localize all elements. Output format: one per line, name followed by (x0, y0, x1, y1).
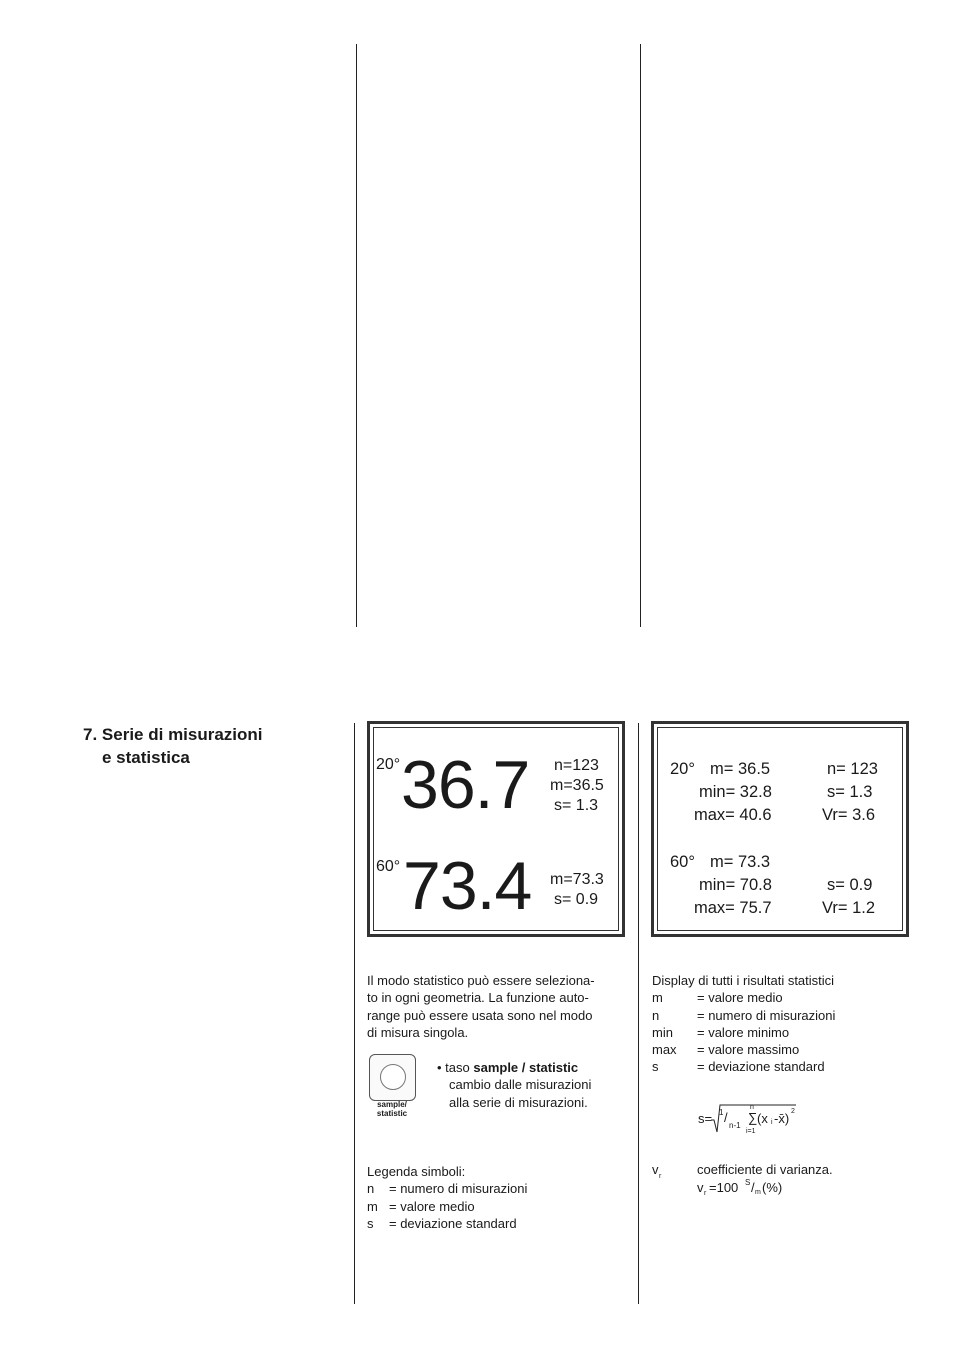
column-divider-bottom-right (638, 723, 639, 1304)
stats-min-20: min= 32.8 (699, 783, 772, 801)
formula-sum: ∑ (748, 1110, 758, 1125)
formula-sub-i: i (771, 1119, 773, 1126)
formula-square: 2 (791, 1108, 795, 1115)
display-single-frame (373, 727, 619, 931)
bullet-key-name: sample / statistic (473, 1060, 579, 1075)
vr-symbol-sub: r (659, 1173, 662, 1180)
intro-line: to in ogni geometria. La funzione auto- (367, 990, 589, 1006)
vr-formula-eq: =100 (709, 1180, 739, 1195)
stats-max-60: max= 75.7 (694, 899, 772, 917)
section-title (83, 723, 263, 769)
formula-minus: -x̄) (774, 1111, 790, 1126)
section-number: 7. (83, 725, 98, 744)
column-divider-bottom-left (354, 723, 355, 1304)
formula-denominator: n-1 (729, 1121, 741, 1130)
key-circle-icon (380, 1064, 406, 1090)
legend-value: = deviazione standard (389, 1215, 517, 1231)
bullet-line3: alla serie di misurazioni. (449, 1094, 588, 1110)
intro-line: di misura singola. (367, 1025, 469, 1041)
legend-value: = valore medio (389, 1198, 475, 1214)
section-title-line1: Serie di misurazioni (101, 725, 263, 744)
value-60-big: 73.4 (403, 848, 532, 924)
display-all-statistics (651, 721, 909, 937)
intro-paragraph (367, 972, 595, 1042)
bullet-line2: cambio dalle misurazioni (449, 1077, 592, 1093)
formula-one: 1 (719, 1108, 724, 1117)
bullet-instruction (437, 1059, 591, 1111)
legend-key: n (367, 1181, 375, 1197)
vr-formula-pct: (%) (762, 1180, 783, 1195)
stats-m-20: m= 36.5 (710, 760, 771, 778)
angle-20-label: 20° (376, 756, 401, 773)
legend-key: m (367, 1198, 378, 1214)
display-single-values (367, 721, 625, 937)
section-title-line2: e statistica (102, 748, 190, 767)
stats-min-60: min= 70.8 (699, 876, 772, 894)
legend-row (652, 989, 912, 1006)
std-dev-formula (698, 1104, 808, 1138)
vr-symbol: v (652, 1162, 659, 1177)
stats-max-20: max= 40.6 (694, 806, 772, 824)
legend-value: = numero di misurazioni (389, 1181, 528, 1197)
legend-key: m (652, 990, 663, 1006)
stat-n: n=123 (554, 757, 599, 774)
vr-formula-v: v (697, 1180, 704, 1195)
vr-definition (652, 1162, 912, 1202)
legend-key: s (367, 1215, 374, 1231)
legend-row (652, 1007, 912, 1024)
stats-angle-20: 20° (670, 760, 695, 778)
formula-slash: / (724, 1110, 728, 1125)
stat-m: m=36.5 (550, 777, 604, 794)
legend-value: = valore massimo (697, 1041, 800, 1057)
stats-angle-60: 60° (670, 853, 695, 871)
legend-value: = valore minimo (697, 1024, 790, 1040)
legend-row (367, 1198, 607, 1215)
vr-formula-r: r (704, 1190, 707, 1197)
stats-vr-20: Vr= 3.6 (822, 806, 876, 824)
formula-sum-upper: n (750, 1104, 754, 1111)
key-label-line2: statistic (376, 1109, 408, 1118)
stats-m-60: m= 73.3 (710, 853, 771, 871)
stat-s-60: s= 0.9 (554, 891, 599, 908)
stats-vr-60: Vr= 1.2 (822, 899, 876, 917)
legend-key: n (652, 1007, 660, 1023)
vr-formula-m: m (755, 1189, 761, 1196)
legend-value: = numero di misurazioni (697, 1007, 836, 1023)
stats-s-60: s= 0.9 (827, 876, 873, 894)
value-20-big: 36.7 (401, 747, 530, 823)
stat-s: s= 1.3 (554, 797, 599, 814)
legend-row (367, 1180, 607, 1197)
stat-m-60: m=73.3 (550, 871, 604, 888)
vr-description: coefficiente di varianza. (697, 1162, 833, 1177)
formula-sum-lower: i=1 (746, 1128, 756, 1135)
stats-s-20: s= 1.3 (827, 783, 873, 801)
bullet-prefix: • taso (437, 1060, 474, 1075)
column-divider-top-left (356, 44, 357, 627)
legend-key: s (652, 1059, 659, 1075)
legend-title: Legenda simboli: (367, 1164, 466, 1179)
legend-value: = deviazione standard (697, 1059, 825, 1075)
legend-key: min (652, 1024, 673, 1040)
legend-row (367, 1215, 607, 1232)
sample-statistic-key-icon (369, 1054, 416, 1101)
legend-value: = valore medio (697, 990, 783, 1006)
legend-row (652, 1058, 912, 1075)
formula-lhs: s= (698, 1111, 713, 1126)
key-label-line1: sample/ (377, 1100, 407, 1109)
intro-line: range può essere usata sono nel modo (367, 1007, 593, 1023)
legend-row (652, 1041, 912, 1058)
formula-body: (x (757, 1111, 768, 1126)
legend-row (652, 1024, 912, 1041)
legend-symbols (367, 1163, 607, 1232)
column-divider-top-right (640, 44, 641, 627)
vr-formula-slash: / (751, 1180, 755, 1195)
angle-60-label: 60° (376, 858, 401, 875)
key-label (368, 1100, 416, 1118)
display-stats-frame (657, 727, 903, 931)
stats-legend (652, 972, 912, 1075)
vr-formula-s: S (745, 1178, 751, 1187)
legend-key: max (652, 1041, 677, 1057)
stats-n-20: n= 123 (827, 760, 878, 778)
intro-line: Il modo statistico può essere seleziona- (367, 973, 595, 988)
stats-legend-title: Display di tutti i risultati statistici (652, 973, 835, 988)
